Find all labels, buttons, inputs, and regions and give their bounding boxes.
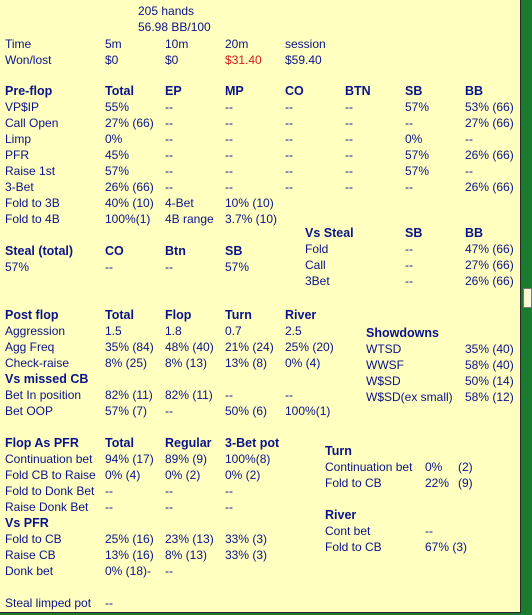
preflop-row-label: Limp [5,132,32,146]
missed-cb-cell: -- [285,388,293,402]
preflop-cell: 57% [105,164,130,178]
postflop-row-label: Check-raise [5,356,70,370]
preflop-cell: -- [165,132,173,146]
4bet-value: 10% (10) [225,196,274,210]
time-10m: 10m [165,37,189,51]
flop-pfr-title: Flop As PFR [5,436,79,450]
preflop-cell: 45% [105,148,130,162]
preflop-cell: -- [225,116,233,130]
steal-limped-value: -- [105,596,113,610]
river-fold-cb-label: Fold to CB [325,540,382,554]
preflop-cell: -- [465,132,473,146]
preflop-cell: 55% [105,100,130,114]
bb-per-100: 56.98 BB/100 [138,20,211,34]
vs-pfr-title: Vs PFR [5,516,49,530]
flop-pfr-cell: 0% (2) [225,468,261,482]
flop-pfr-col-regular: Regular [165,436,212,450]
vs-pfr-cell: -- [165,564,173,578]
preflop-cell: 57% [405,148,430,162]
missed-cb-cell: 100%(1) [285,404,331,418]
showdown-row-label: WWSF [366,358,404,372]
vs-pfr-row-label: Fold to CB [5,532,62,546]
vs-steal-row-label: Call [305,258,326,272]
preflop-cell: -- [165,100,173,114]
preflop-cell: -- [465,164,473,178]
vs-missed-cb-title: Vs missed CB [5,372,89,386]
preflop-cell: 0% [105,132,123,146]
missed-cb-row-label: Bet In position [5,388,82,402]
vs-pfr-row-label: Donk bet [5,564,54,578]
steal-col-sb: SB [225,244,243,258]
river-title: River [325,508,357,522]
preflop-cell: 26% (66) [105,180,154,194]
time-20m: 20m [225,37,249,51]
preflop-cell: -- [345,164,353,178]
vs-steal-cell: 26% (66) [465,274,514,288]
scrollbar[interactable] [521,0,532,615]
postflop-col-flop: Flop [165,308,192,322]
preflop-row-label: PFR [5,148,29,162]
steal-col-co: CO [105,244,124,258]
preflop-cell: -- [405,180,413,194]
preflop-cell: -- [225,148,233,162]
preflop-cell: -- [285,100,293,114]
flop-pfr-cell: -- [225,484,233,498]
flop-pfr-row-label: Raise Donk Bet [5,500,89,514]
time-session: session [285,37,326,51]
steal-col-btn: Btn [165,244,186,258]
flop-pfr-col-total: Total [105,436,134,450]
scrollbar-thumb[interactable] [523,288,532,308]
preflop-col-total: Total [105,84,134,98]
turn-fold-cb-pct: 22% [425,476,450,490]
showdown-row-label: W$SD(ex small) [366,390,453,404]
steal-btn-value: -- [165,260,173,274]
preflop-cell: -- [225,180,233,194]
flop-pfr-cell: -- [165,500,173,514]
showdown-value: 58% (40) [465,358,514,372]
preflop-cell: -- [165,116,173,130]
won-10m: $0 [165,53,179,67]
postflop-title: Post flop [5,308,59,322]
missed-cb-cell: -- [225,388,233,402]
flop-pfr-cell: -- [165,484,173,498]
vs-pfr-cell: 23% (13) [165,532,214,546]
vs-steal-col-bb: BB [465,226,484,240]
preflop-col-btn: BTN [345,84,371,98]
postflop-cell: 25% (20) [285,340,334,354]
preflop-cell: -- [345,116,353,130]
preflop-cell: -- [225,132,233,146]
vs-pfr-cell: 33% (3) [225,532,268,546]
fold-to-4b-label: Fold to 4B [5,212,60,226]
steal-sb-value: 57% [225,260,250,274]
flop-pfr-cell: 0% (2) [165,468,201,482]
preflop-col-bb: BB [465,84,484,98]
turn-cbet-count: (2) [458,460,473,474]
preflop-cell: -- [285,180,293,194]
preflop-cell: -- [285,164,293,178]
vs-steal-cell: -- [405,258,413,272]
preflop-cell: 57% [405,164,430,178]
won-session: $59.40 [285,53,322,67]
4b-range-label: 4B range [165,212,214,226]
vs-steal-cell: -- [405,242,413,256]
fold-to-4b-value: 100%(1) [105,212,151,226]
flop-pfr-cell: 94% (17) [105,452,154,466]
postflop-row-label: Agg Freq [5,340,55,354]
vs-steal-row-label: Fold [305,242,329,256]
time-label: Time [5,37,32,51]
time-5m: 5m [105,37,122,51]
flop-pfr-row-label: Fold CB to Raise [5,468,96,482]
flop-pfr-cell: -- [105,500,113,514]
river-fold-cb-value: 67% (3) [425,540,468,554]
preflop-cell: -- [405,116,413,130]
vs-pfr-row-label: Raise CB [5,548,56,562]
vs-steal-cell: -- [405,274,413,288]
4b-range-value: 3.7% (10) [225,212,278,226]
missed-cb-row-label: Bet OOP [5,404,54,418]
preflop-col-ep: EP [165,84,182,98]
postflop-cell: 0.7 [225,324,242,338]
vs-pfr-cell: 25% (16) [105,532,154,546]
fold-to-3b-label: Fold to 3B [5,196,60,210]
won-20m: $31.40 [225,53,262,67]
preflop-col-co: CO [285,84,304,98]
postflop-cell: 48% (40) [165,340,214,354]
vs-pfr-cell: 8% (13) [165,548,208,562]
preflop-cell: -- [345,148,353,162]
showdown-row-label: WTSD [366,342,402,356]
vs-steal-row-label: 3Bet [305,274,330,288]
vs-pfr-cell: 13% (16) [105,548,154,562]
postflop-row-label: Aggression [5,324,66,338]
steal-limped-label: Steal limped pot [5,596,92,610]
vs-steal-col-sb: SB [405,226,423,240]
missed-cb-cell: 82% (11) [165,388,213,402]
turn-fold-cb-count: (9) [458,476,473,490]
flop-pfr-cell: -- [105,484,113,498]
river-cbet-label: Cont bet [325,524,371,538]
vs-pfr-cell: 0% (18)- [105,564,152,578]
preflop-row-label: Call Open [5,116,59,130]
postflop-cell: 8% (25) [105,356,148,370]
postflop-col-turn: Turn [225,308,252,322]
vs-steal-cell: 47% (66) [465,242,514,256]
preflop-cell: 26% (66) [465,148,514,162]
steal-title: Steal (total) [5,244,74,258]
preflop-title: Pre-flop [5,84,53,98]
flop-pfr-cell: 0% (4) [105,468,141,482]
won-5m: $0 [105,53,119,67]
preflop-cell: -- [225,164,233,178]
preflop-cell: -- [165,180,173,194]
postflop-cell: 2.5 [285,324,302,338]
preflop-row-label: 3-Bet [5,180,34,194]
preflop-cell: 27% (66) [465,116,514,130]
preflop-cell: 26% (66) [465,180,514,194]
preflop-cell: -- [225,100,233,114]
showdown-value: 50% (14) [465,374,514,388]
flop-pfr-row-label: Fold to Donk Bet [5,484,95,498]
postflop-cell: 1.5 [105,324,122,338]
showdowns-title: Showdowns [366,326,439,340]
preflop-row-label: VP$IP [5,100,40,114]
turn-fold-cb-label: Fold to CB [325,476,382,490]
preflop-cell: 0% [405,132,423,146]
showdown-row-label: W$SD [366,374,401,388]
flop-pfr-cell: 100%(8) [225,452,271,466]
turn-title: Turn [325,444,352,458]
turn-cbet-pct: 0% [425,460,443,474]
preflop-row-label: Raise 1st [5,164,56,178]
missed-cb-cell: -- [165,404,173,418]
preflop-cell: 57% [405,100,430,114]
won-lost-label: Won/lost [5,53,52,67]
preflop-cell: -- [165,164,173,178]
preflop-cell: -- [285,148,293,162]
preflop-cell: -- [345,180,353,194]
flop-pfr-col-3bet-pot: 3-Bet pot [225,436,280,450]
preflop-cell: -- [285,116,293,130]
preflop-col-sb: SB [405,84,423,98]
postflop-cell: 8% (13) [165,356,208,370]
flop-pfr-cell: -- [225,500,233,514]
postflop-cell: 0% (4) [285,356,321,370]
flop-pfr-row-label: Continuation bet [5,452,93,466]
postflop-cell: 13% (8) [225,356,268,370]
preflop-cell: -- [345,132,353,146]
missed-cb-cell: 82% (11) [105,388,153,402]
postflop-cell: 21% (24) [225,340,274,354]
showdown-value: 35% (40) [465,342,514,356]
fold-to-3b-value: 40% (10) [105,196,154,210]
missed-cb-cell: 57% (7) [105,404,148,418]
vs-pfr-cell: 33% (3) [225,548,268,562]
flop-pfr-cell: 89% (9) [165,452,208,466]
postflop-cell: 1.8 [165,324,182,338]
vs-steal-title: Vs Steal [305,226,354,240]
steal-co-value: -- [105,260,113,274]
preflop-col-mp: MP [225,84,244,98]
showdown-value: 58% (12) [465,390,514,404]
steal-total-value: 57% [5,260,30,274]
preflop-cell: -- [165,148,173,162]
missed-cb-cell: 50% (6) [225,404,268,418]
postflop-col-river: River [285,308,317,322]
hands-count: 205 hands [138,4,195,18]
postflop-cell: 35% (84) [105,340,154,354]
preflop-cell: 27% (66) [105,116,154,130]
postflop-col-total: Total [105,308,134,322]
4bet-label: 4-Bet [165,196,194,210]
river-cbet-value: -- [425,524,433,538]
preflop-cell: -- [345,100,353,114]
preflop-cell: -- [285,132,293,146]
vs-steal-cell: 27% (66) [465,258,514,272]
preflop-cell: 53% (66) [465,100,514,114]
turn-cbet-label: Continuation bet [325,460,413,474]
